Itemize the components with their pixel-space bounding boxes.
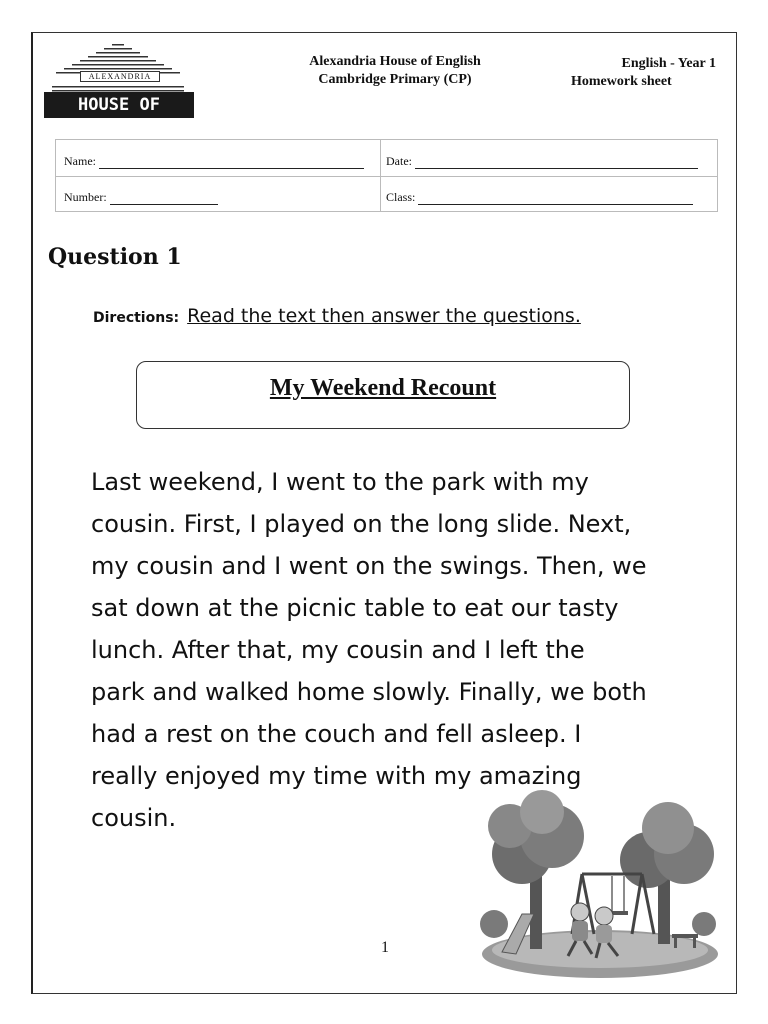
park-illustration-icon <box>472 784 722 984</box>
class-line[interactable] <box>418 192 693 205</box>
logo-brand-text: ALEXANDRIA <box>80 71 160 82</box>
sheet-type-label: Homework sheet <box>571 74 672 89</box>
logo-name-text: HOUSE OF ENGLISH <box>44 92 194 118</box>
story-line: Last weekend, I went to the park with my <box>91 468 589 496</box>
directions <box>93 305 581 327</box>
school-name: Alexandria House of English <box>309 54 481 69</box>
info-row-1 <box>56 140 717 177</box>
info-row-2 <box>56 176 717 212</box>
story-line: my cousin and I went on the swings. Then, we <box>91 552 647 580</box>
number-label: Number: <box>64 190 107 204</box>
name-line[interactable] <box>99 156 364 169</box>
story-text <box>91 461 711 839</box>
directions-label: Directions: <box>93 310 180 326</box>
header-school-info <box>270 53 520 89</box>
number-field[interactable] <box>64 190 218 205</box>
directions-text: Read the text then answer the questions. <box>187 305 581 327</box>
story-line: sat down at the picnic table to eat our tasty <box>91 594 619 622</box>
story-line: cousin. <box>91 804 177 832</box>
name-field[interactable] <box>64 154 364 169</box>
school-logo-icon <box>44 38 194 141</box>
date-line[interactable] <box>415 156 698 169</box>
story-title-box <box>136 361 630 429</box>
program-name: Cambridge Primary (CP) <box>318 72 472 87</box>
page-number: 1 <box>381 939 389 956</box>
name-label: Name: <box>64 154 96 168</box>
class-label: Class: <box>386 190 416 204</box>
number-line[interactable] <box>110 192 218 205</box>
header-subject-info <box>560 53 730 93</box>
story-line: park and walked home slowly. Finally, we both <box>91 678 647 706</box>
student-info-table <box>55 139 718 212</box>
question-title: Question 1 <box>48 244 182 270</box>
story-title: My Weekend Recount <box>269 375 497 401</box>
story-line: cousin. First, I played on the long slide. Next, <box>91 510 632 538</box>
class-field[interactable] <box>386 190 693 205</box>
date-label: Date: <box>386 154 412 168</box>
date-field[interactable] <box>386 154 698 169</box>
story-line: lunch. After that, my cousin and I left the <box>91 636 585 664</box>
info-table-divider <box>380 140 381 211</box>
story-line: really enjoyed my time with my amazing <box>91 762 582 790</box>
story-line: had a rest on the couch and fell asleep. I <box>91 720 582 748</box>
subject-label: English - Year 1 <box>621 56 716 71</box>
logo-stripes <box>52 42 184 96</box>
